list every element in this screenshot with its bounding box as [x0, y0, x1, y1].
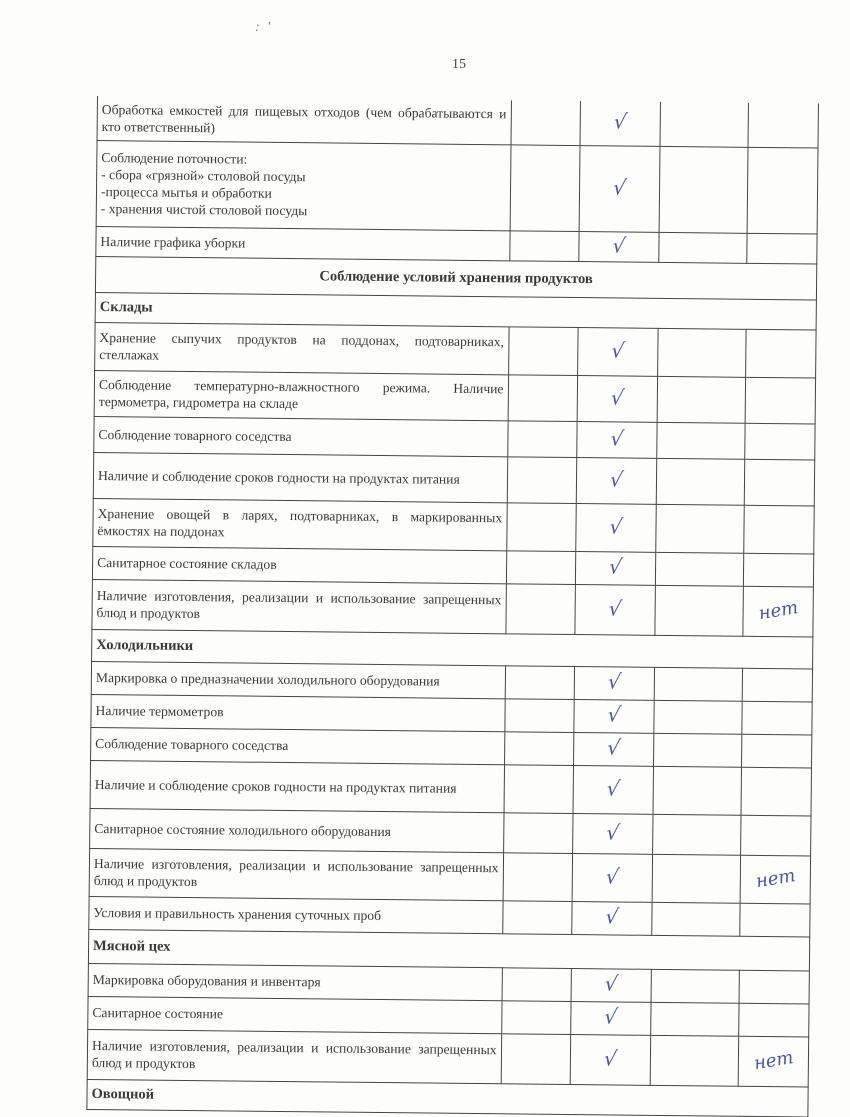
- cell-col-2: [508, 326, 578, 375]
- handwritten-note: нет: [756, 597, 800, 625]
- cell-col-4: [656, 504, 745, 553]
- item-description: Обработка емкостей для пищевых отходов (чем обрабатываются и кто ответственный): [97, 96, 511, 144]
- checkmark-icon: √: [605, 702, 623, 727]
- compliance-cell: [575, 503, 656, 552]
- cell-col-2: [507, 420, 576, 457]
- subsection-header-row: [87, 1079, 808, 1117]
- note-cell: [742, 668, 812, 702]
- item-description: Наличие термометров: [91, 694, 505, 731]
- cell-col-2: [504, 731, 573, 765]
- item-description: Наличие и соблюдение сроков годности на продуктах питания: [90, 760, 504, 812]
- checkmark-icon: √: [603, 863, 621, 888]
- compliance-cell: [578, 231, 658, 262]
- note-cell: [740, 815, 811, 856]
- cell-col-2: [503, 812, 573, 853]
- cell-col-4: [655, 552, 743, 586]
- cell-col-4: [659, 146, 748, 233]
- note-cell: [747, 233, 817, 264]
- checkmark-icon: √: [605, 735, 622, 760]
- cell-col-4: [659, 232, 747, 263]
- note-cell: [745, 423, 815, 460]
- checklist-row: [87, 1029, 808, 1087]
- cell-col-4: [655, 585, 744, 636]
- checklist-row: [89, 848, 810, 904]
- subsection-title: Овощной: [87, 1079, 808, 1117]
- checkmark-icon: √: [608, 466, 625, 492]
- item-description: Хранение овощей в ларях, подтоварниках, в маркированных ёмкостях на поддонах: [93, 498, 507, 550]
- note-cell: [748, 103, 819, 148]
- checkmark-icon: √: [602, 971, 620, 996]
- cell-col-2: [504, 698, 573, 732]
- cell-col-4: [653, 766, 742, 815]
- cell-col-2: [511, 100, 581, 145]
- compliance-cell: [574, 699, 654, 733]
- compliance-cell: [577, 327, 658, 376]
- note-cell: [747, 147, 818, 234]
- checkmark-icon: √: [611, 174, 628, 200]
- checkmark-icon: √: [610, 232, 627, 258]
- handwritten-note: нет: [752, 1047, 795, 1075]
- cell-col-4: [654, 700, 742, 734]
- checkmark-icon: √: [604, 819, 621, 844]
- note-cell: [740, 855, 811, 904]
- compliance-cell: [570, 1034, 651, 1085]
- cell-col-4: [652, 814, 741, 855]
- compliance-cell: [573, 765, 654, 814]
- cell-col-4: [657, 422, 745, 459]
- note-cell: [741, 734, 811, 768]
- cell-col-4: [651, 969, 739, 1003]
- compliance-cell: [576, 421, 656, 458]
- checkmark-icon: √: [602, 1004, 619, 1029]
- cell-col-2: [501, 1000, 570, 1034]
- item-description: Санитарное состояние холодильного оборудования: [90, 808, 504, 852]
- cell-col-4: [656, 458, 745, 505]
- compliance-cell: [576, 457, 657, 504]
- checklist-row: [96, 140, 818, 234]
- subsection-title: Холодильники: [92, 629, 813, 669]
- cell-col-4: [654, 667, 742, 701]
- checklist-row: [92, 579, 813, 637]
- cell-col-2: [508, 374, 578, 421]
- section-title: Соблюдение условий хранения продуктов: [95, 256, 816, 300]
- compliance-cell: [580, 101, 661, 146]
- item-description: Хранение сыпучих продуктов на поддонах, подтоварниках, стеллажах: [95, 322, 509, 374]
- checkmark-icon: √: [607, 554, 624, 579]
- cell-col-2: [505, 583, 575, 634]
- cell-col-2: [506, 502, 576, 551]
- compliance-cell: [573, 732, 653, 766]
- note-cell: [745, 329, 816, 378]
- subsection-title: Мясной цех: [88, 929, 809, 971]
- compliance-cell: [575, 584, 656, 635]
- checklist-row: [95, 322, 816, 378]
- item-description: Санитарное состояние складов: [92, 546, 506, 583]
- checklist-row: [94, 370, 815, 424]
- compliance-cell: [574, 666, 654, 700]
- checklist-table: [86, 96, 819, 1117]
- item-description: Наличие графика уборки: [96, 226, 510, 260]
- compliance-cell: [579, 145, 660, 232]
- item-description: Санитарное состояние: [88, 996, 502, 1033]
- compliance-cell: [572, 853, 653, 902]
- checkmark-icon: √: [605, 669, 623, 694]
- item-description: Соблюдение поточности: - сбора «грязной» столовой посуды -процесса мытья и обработки - хранения чистой столовой посуды: [96, 140, 510, 230]
- item-description: Соблюдение температурно-влажностного режима. Наличие термометра, гидрометра на складе: [94, 370, 508, 420]
- cell-col-2: [502, 900, 571, 934]
- cell-col-4: [650, 1035, 739, 1086]
- cell-col-2: [502, 967, 571, 1001]
- item-description: Соблюдение товарного соседства: [94, 416, 508, 456]
- note-cell: [743, 553, 813, 587]
- cell-col-4: [660, 102, 749, 147]
- note-cell: [739, 1003, 809, 1037]
- inspection-checklist: [86, 96, 819, 1117]
- cell-col-2: [505, 665, 574, 699]
- compliance-cell: [570, 1001, 650, 1035]
- checklist-row: [93, 498, 814, 554]
- item-description: Наличие изготовления, реализации и использование запрещенных блюд и продуктов: [87, 1029, 501, 1083]
- cell-col-2: [506, 550, 575, 584]
- compliance-cell: [572, 813, 653, 854]
- checklist-row: [97, 96, 818, 148]
- note-cell: [743, 586, 814, 637]
- cell-col-2: [501, 1033, 571, 1084]
- note-cell: [741, 767, 812, 816]
- cell-col-4: [650, 1002, 738, 1036]
- cell-col-4: [657, 376, 746, 423]
- item-description: Условия и правильность хранения суточных проб: [89, 896, 503, 933]
- item-description: Маркировка оборудования и инвентаря: [88, 963, 502, 1000]
- subsection-title: Склады: [95, 292, 816, 330]
- checklist-row: [90, 760, 811, 816]
- note-cell: [740, 903, 810, 937]
- checkmark-icon: √: [609, 337, 626, 363]
- item-description: Наличие изготовления, реализации и использование запрещенных блюд и продуктов: [92, 579, 506, 633]
- compliance-cell: [571, 901, 651, 935]
- checkmark-icon: √: [606, 595, 624, 621]
- checkmark-icon: √: [604, 775, 622, 800]
- cell-col-2: [510, 144, 580, 231]
- note-cell: [744, 505, 815, 554]
- checkmark-icon: √: [603, 904, 620, 929]
- item-description: Наличие изготовления, реализации и использование запрещенных блюд и продуктов: [89, 848, 503, 900]
- stray-pen-marks: : ': [255, 20, 273, 35]
- compliance-cell: [571, 968, 651, 1002]
- item-description: Маркировка о предназначении холодильного оборудования: [91, 661, 505, 698]
- note-cell: [744, 459, 815, 506]
- checkmark-icon: √: [607, 513, 624, 539]
- cell-col-2: [503, 852, 573, 901]
- compliance-cell: [575, 551, 655, 585]
- cell-col-2: [504, 764, 574, 813]
- checkmark-icon: √: [602, 1045, 619, 1070]
- cell-col-4: [652, 854, 741, 903]
- item-description: Наличие и соблюдение сроков годности на продуктах питания: [93, 452, 507, 502]
- checklist-row: [93, 452, 814, 506]
- item-description: Соблюдение товарного соседства: [91, 727, 505, 764]
- note-cell: [739, 970, 809, 1004]
- cell-col-2: [507, 456, 577, 503]
- cell-col-4: [653, 733, 741, 767]
- note-cell: [738, 1036, 809, 1087]
- checkmark-icon: √: [608, 425, 625, 451]
- compliance-cell: [577, 375, 658, 422]
- handwritten-note: нет: [754, 865, 797, 893]
- note-cell: [742, 701, 812, 735]
- note-cell: [745, 377, 816, 424]
- checkmark-icon: √: [611, 109, 629, 134]
- cell-col-4: [652, 902, 740, 936]
- cell-col-4: [657, 328, 746, 377]
- page-number: 15: [452, 57, 466, 72]
- checkmark-icon: √: [608, 384, 626, 410]
- cell-col-2: [509, 230, 578, 261]
